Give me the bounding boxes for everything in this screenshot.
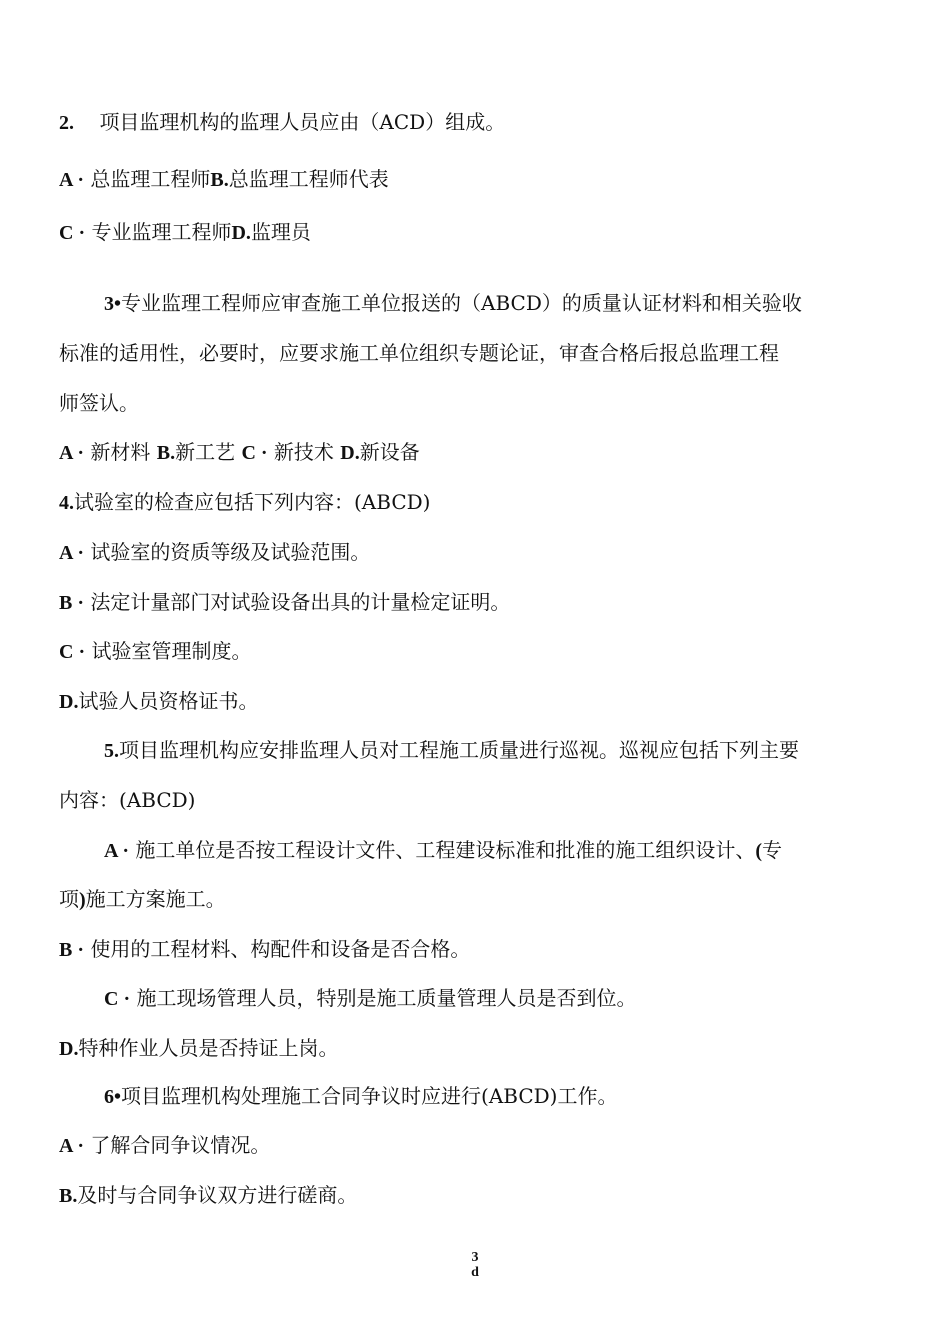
q5-number: 5.: [104, 740, 119, 762]
q2-option-c-label: C ·: [59, 222, 86, 244]
q5-option-a-text-1b: 专: [762, 838, 783, 862]
q6-option-a: 了解合同争议情况。: [90, 1133, 271, 1157]
q2-option-b: 总监理工程师代表: [228, 167, 389, 191]
q4-option-b-label: B ·: [59, 592, 85, 614]
q4-option-a-label: A ·: [59, 542, 85, 564]
q3-option-b: 新工艺: [175, 440, 236, 464]
q2-options-cd: [59, 218, 311, 247]
page-number-suffix: d: [471, 1265, 479, 1280]
q4-option-c-label: C ·: [59, 641, 86, 663]
q6-option-b: 及时与合同争议双方进行磋商。: [77, 1183, 358, 1207]
q5-stem-line-2: [59, 786, 195, 814]
q5-option-c-line: [104, 984, 636, 1013]
q6-option-a-label: A ·: [59, 1135, 85, 1157]
q5-stem-text-1: 项目监理机构应安排监理人员对工程施工质量进行巡视。巡视应包括下列主要: [119, 738, 799, 762]
q5-option-a-line-2: [59, 885, 226, 914]
q5-option-a-text-2b: 施工方案施工。: [85, 887, 226, 911]
q5-stem-text-2: 内容：(ABCD): [59, 788, 196, 812]
q4-option-a-line: [59, 538, 370, 567]
q4-option-c-line: [59, 637, 251, 666]
q5-option-a-paren-open: (: [755, 840, 763, 862]
q2-number: 2.: [59, 112, 74, 134]
q2-stem-text: 项目监理机构的监理人员应由（ACD）组成。: [99, 110, 506, 134]
q2-option-a: 总监理工程师: [90, 167, 211, 191]
q5-option-a-label: A ·: [104, 840, 130, 862]
q4-option-d: 试验人员资格证书。: [78, 689, 259, 713]
q6-option-b-label: B.: [59, 1185, 78, 1207]
q4-option-b: 法定计量部门对试验设备出具的计量检定证明。: [90, 590, 511, 614]
q5-option-b-label: B ·: [59, 939, 85, 961]
q2-option-c: 专业监理工程师: [91, 220, 232, 244]
q5-option-a-line-1: [104, 836, 782, 865]
q4-option-c: 试验室管理制度。: [91, 639, 252, 663]
q5-option-b-line: [59, 935, 470, 964]
q5-option-a-text-1: 施工单位是否按工程设计文件、工程建设标准和批准的施工组织设计、: [135, 838, 756, 862]
q3-stem-line-2: [59, 339, 779, 367]
q4-option-d-line: [59, 687, 258, 716]
q5-option-d: 特种作业人员是否持证上岗。: [78, 1036, 339, 1060]
q3-number: 3•: [104, 293, 122, 315]
q5-option-a-text-2: 项: [59, 887, 79, 911]
q2-options-ab: [59, 165, 389, 194]
q3-option-a: 新材料: [90, 440, 151, 464]
q4-stem-text: 试验室的检查应包括下列内容：(ABCD): [74, 490, 431, 514]
q3-stem-text-3: 师签认。: [59, 391, 139, 415]
q3-option-c-label: C ·: [241, 442, 268, 464]
q3-option-c: 新技术: [273, 440, 334, 464]
q3-stem-text-1: 专业监理工程师应审查施工单位报送的（ABCD）的质量认证材料和相关验收: [121, 291, 802, 315]
q5-option-d-line: [59, 1034, 338, 1063]
q6-option-a-line: [59, 1131, 270, 1160]
q4-option-d-label: D.: [59, 691, 79, 713]
q6-stem: [104, 1082, 617, 1111]
q6-option-b-line: [59, 1181, 357, 1210]
q2-stem: [59, 108, 505, 137]
q5-option-b: 使用的工程材料、构配件和设备是否合格。: [90, 937, 471, 961]
q3-stem-line-1: [104, 289, 802, 318]
page-number: 3: [471, 1250, 479, 1265]
q3-option-d-label: D.: [340, 442, 360, 464]
q4-option-b-line: [59, 588, 510, 617]
q5-option-c: 施工现场管理人员，特别是施工质量管理人员是否到位。: [136, 986, 637, 1010]
q3-stem-text-2: 标准的适用性，必要时，应要求施工单位组织专题论证，审查合格后报总监理工程: [59, 341, 779, 365]
q2-option-d-label: D.: [231, 222, 251, 244]
q3-stem-line-3: [59, 389, 139, 417]
q4-option-a: 试验室的资质等级及试验范围。: [90, 540, 371, 564]
q5-option-d-label: D.: [59, 1038, 79, 1060]
q3-option-d: 新设备: [359, 440, 420, 464]
q2-option-a-label: A ·: [59, 169, 85, 191]
q6-number: 6•: [104, 1086, 122, 1108]
q5-option-a-paren-close: ): [79, 889, 86, 911]
q3-option-a-label: A ·: [59, 442, 85, 464]
q5-stem-line-1: [104, 736, 799, 765]
q2-option-d: 监理员: [250, 220, 311, 244]
q4-stem: [59, 488, 430, 517]
q4-number: 4.: [59, 492, 74, 514]
page-footer: [455, 1250, 495, 1280]
q3-options: [59, 438, 420, 467]
q6-stem-text: 项目监理机构处理施工合同争议时应进行(ABCD)工作。: [121, 1084, 618, 1108]
q2-option-b-label: B.: [210, 169, 229, 191]
q5-option-c-label: C ·: [104, 988, 131, 1010]
q3-option-b-label: B.: [156, 442, 176, 464]
